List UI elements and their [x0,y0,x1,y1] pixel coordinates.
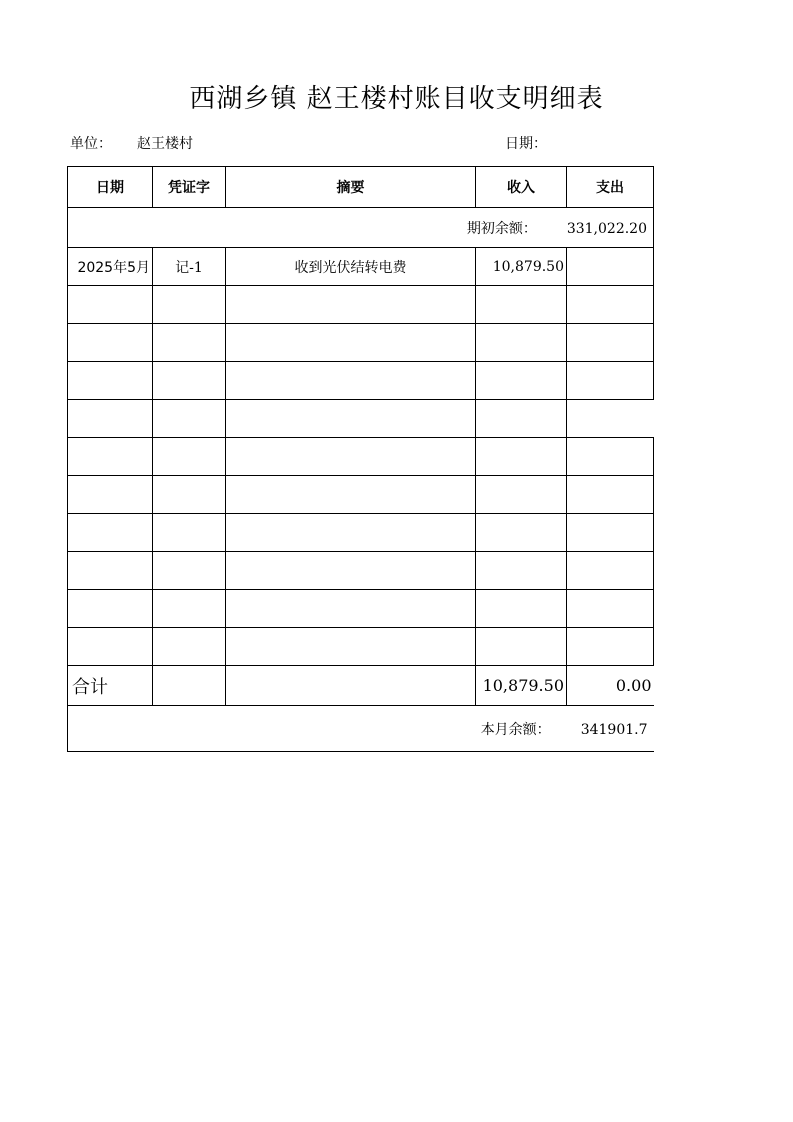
closing-balance-cell [68,706,654,752]
header-row [68,167,654,208]
blank-row [68,362,654,400]
header-voucher: 凭证字 [153,167,226,208]
header-summary: 摘要 [226,167,476,208]
total-income: 10,879.50 [476,666,567,706]
total-label: 合计 [68,666,153,706]
blank-row [68,400,654,438]
table-row [68,248,654,286]
blank-row [68,590,654,628]
page-title: 西湖乡镇 赵王楼村账目收支明细表 [189,84,604,114]
closing-balance-value: 341901.7 [580,721,648,738]
blank-row [68,324,654,362]
blank-row [68,628,654,666]
entry-voucher: 记-1 [153,248,226,286]
total-row [68,666,654,706]
opening-balance-cell [68,208,654,248]
entry-income: 10,879.50 [476,248,567,286]
opening-balance-value: 331,022.20 [566,220,647,237]
blank-row [68,552,654,590]
closing-balance-label: 本月余额： [480,721,551,738]
ledger-table [67,166,654,752]
unit-value: 赵王楼村 [137,136,193,152]
date-label: 日期： [505,136,547,152]
total-expense: 0.00 [567,666,654,706]
header-date: 日期 [68,167,153,208]
blank-row [68,438,654,476]
blank-row [68,476,654,514]
unit-label: 单位： [70,136,112,152]
opening-balance-label: 期初余额： [466,220,537,237]
entry-summary: 收到光伏结转电费 [226,248,476,286]
entry-expense [567,248,654,286]
closing-balance-row [68,706,654,752]
header-expense: 支出 [567,167,654,208]
entry-date: 2025年5月 [68,248,153,286]
blank-row [68,286,654,324]
header-income: 收入 [476,167,567,208]
opening-balance-row [68,208,654,248]
blank-row [68,514,654,552]
